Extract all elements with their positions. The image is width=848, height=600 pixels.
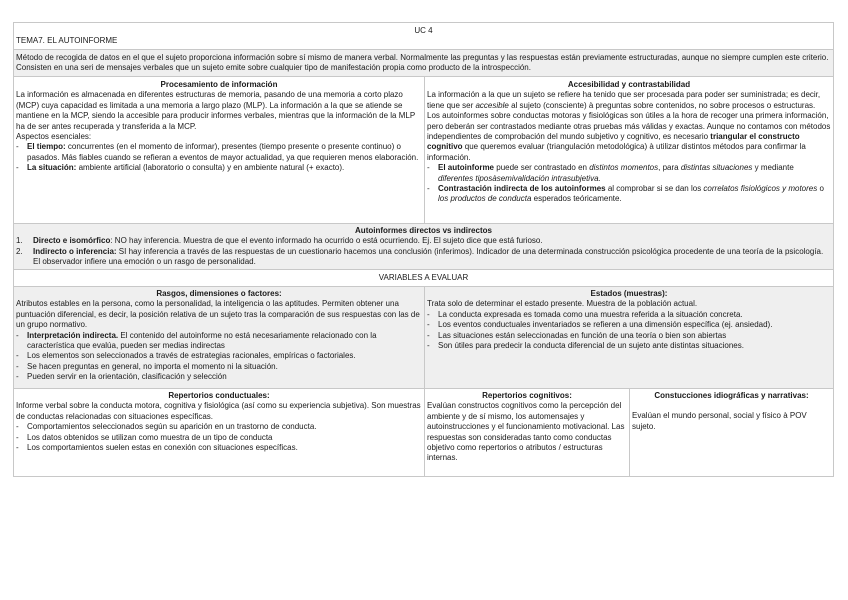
traits-section	[14, 287, 425, 389]
cognitive-title: Repertorios cognitivos:	[482, 391, 572, 400]
ideographic-text: Evalúan el mundo personal, social y físico à POV sujeto.	[632, 411, 807, 431]
processing-title: Procesamiento de información	[160, 80, 278, 89]
list-item: - Comportamientos seleccionados según su aparición en un trastorno de conducta.	[16, 422, 422, 432]
direct-indirect-list	[16, 236, 831, 267]
direct-indirect-row	[14, 224, 834, 270]
processing-intro: La información es almacenada en diferentes estructuras de memoria, pasando de una memoria a corto plazo (MCP) cuya capacidad es limitada a una memoria a largo plazo (MLP). La información a la que se atiende se mantiene en la MCP, siendo la accesible para producir informes verbales, mientras que la información de la MLP ha de ser antes recuperada y transferida a la MCP.	[16, 90, 416, 131]
ideographic-section	[630, 389, 834, 477]
variables-row	[14, 270, 834, 287]
unit-label: UC 4	[414, 26, 433, 35]
list-item: - La conducta expresada es tomada como una muestra referida a la situación concreta.	[427, 310, 831, 320]
list-item: - Son útiles para predecir la conducta diferencial de un sujeto ante distintas situaciones.	[427, 341, 831, 351]
accessibility-title: Accesibilidad y contrastabilidad	[567, 80, 691, 89]
list-item: 1. Directo e isomórfico: NO hay inferencia. Muestra de que el evento informado ha ocurrido o está ocurriendo. Ej. El sujeto dice que está furioso.	[16, 236, 543, 246]
list-item: - Las situaciones están seleccionadas en función de una teoría o bien son abiertas	[427, 331, 831, 341]
list-item: - Los comportamientos suelen estas en conexión con situaciones específicas.	[16, 443, 422, 453]
cognitive-text: Evalúan constructos cognitivos como la percepción del ambiente y de sí mismo, los automensajes y autoinstrucciones y el funcionamiento motivacional. Las respuestas son consideradas tanto como conductas objetivo como repertorios o atributos / estructuras internas.	[427, 401, 625, 463]
summary-sheet	[13, 22, 833, 477]
list-item: 2. Indirecto o inferencia: SI hay inferencia a través de las respuestas de un cuestionario hacemos una conclusión (inferimos). Indicador de una determinada construcción psicológica procedente de una teoría de la psicología. El observador infiere una emoción o un rasgo de personalidad.	[16, 246, 824, 267]
summary-table	[13, 22, 834, 477]
repertoires-row	[14, 389, 834, 477]
behavioral-title: Repertorios conductuales:	[168, 391, 270, 400]
direct-indirect-section	[14, 224, 834, 270]
list-item: - Interpretación indirecta. El contenido del autoinforme no está necesariamente relacionado con la característica que evalúa, pueden ser medias indirectas	[16, 331, 422, 352]
direct-indirect-title: Autoinformes directos vs indirectos	[355, 226, 492, 235]
processing-section	[14, 77, 425, 224]
topic-title: TEMA7. EL AUTOINFORME	[16, 36, 118, 46]
list-item: - La situación: ambiente artificial (laboratorio o consulta) y en ambiente natural (+ exacto).	[16, 163, 422, 173]
behavioral-section	[14, 389, 425, 477]
accessibility-paragraph-2: Los autoinformes sobre conductas motoras y fisiológicas son útiles a la hora de recoger una primera información, pero deberán ser contrastados mediante otras pruebas más válidas y exactas. Aunque no contamos con métodos independientes de comprobación del mundo subjetivo y cognitivo, es necesario triangular el constructo cognitivo que queremos evaluar (triangulación metodológica) à utilizar distintos métodos para confirmar la información.	[427, 111, 831, 162]
states-intro: Trata solo de determinar el estado presente. Muestra de la población actual.	[427, 299, 698, 309]
states-section	[425, 287, 834, 389]
behavioral-list	[16, 422, 422, 453]
header-cell	[14, 23, 834, 50]
list-item: - Pueden servir en la orientación, clasificación y selección	[16, 372, 422, 382]
list-item: - Los elementos son seleccionados a través de estrategias racionales, empíricas o factoriales.	[16, 351, 422, 361]
accessibility-paragraph-1: La información a la que un sujeto se refiere ha tenido que ser procesada para poder ser suministrada; es decir, tiene que ser accesible al sujeto (consciente) à preguntas sobre contenidos, no sobre procesos o estructuras.	[427, 90, 821, 110]
list-item: - Contrastación indirecta de los autoinformes al comprobar si se dan los correlatos fisiológicos y motores o los productos de conducta esperados teóricamente.	[427, 184, 831, 205]
variables-title: VARIABLES A EVALUAR	[14, 270, 834, 287]
list-item: - El tiempo: concurrentes (en el momento de informar), presentes (tiempo presente o presente continuo) o pasados. Más fiables cuando se refieran a eventos de mayor actualidad, ya que requieren menos elaboración.	[16, 142, 422, 163]
header-row	[14, 23, 834, 50]
traits-title: Rasgos, dimensiones o factores:	[156, 289, 282, 298]
ideographic-title: Constucciones idiográficas y narrativas:	[654, 391, 809, 400]
accessibility-section	[425, 77, 834, 224]
list-item: - Se hacen preguntas en general, no importa el momento ni la situación.	[16, 362, 422, 372]
list-item: - Los datos obtenidos se utilizan como muestra de un tipo de conducta	[16, 433, 422, 443]
traits-intro: Atributos estables en la persona, como la personalidad, la inteligencia o las aptitudes. Permiten obtener una puntuación diferencial, es decir, la posición relativa de un sujeto tras la comparación de sus respuestas con las de un grupo normativo.	[16, 299, 420, 330]
cognitive-section	[425, 389, 630, 477]
processing-accessibility-row	[14, 77, 834, 224]
states-list	[427, 310, 831, 352]
definition-text: Método de recogida de datos en el que el sujeto proporciona información sobre sí mismo de manera verbal. Normalmente las preguntas y las respuestas están previamente estructuradas, aunque no siempre cumplen este criterio. Consisten en una seri de mensajes verbales que un sujeto emite sobre cualquier tipo de manifestación propia como producto de la introspección.	[14, 50, 834, 77]
behavioral-intro: Informe verbal sobre la conducta motora, cognitiva y fisiológica (así como su experiencia subjetiva). Son muestras de conductas relacionadas con situaciones específicas.	[16, 401, 421, 421]
definition-row	[14, 50, 834, 77]
processing-aspects-list	[16, 142, 422, 173]
processing-aspects-label: Aspectos esenciales:	[16, 132, 92, 142]
traits-list	[16, 331, 422, 383]
states-title: Estados (muestras):	[590, 289, 668, 298]
accessibility-list	[427, 163, 831, 205]
list-item: - El autoinforme puede ser contrastado en distintos momentos, para distintas situaciones y mediante diferentes tiposàsemivalidación intrasubjetiva.	[427, 163, 831, 184]
list-item: - Los eventos conductuales inventariados se refieren a una dimensión específica (ej. ansiedad).	[427, 320, 831, 330]
traits-states-row	[14, 287, 834, 389]
